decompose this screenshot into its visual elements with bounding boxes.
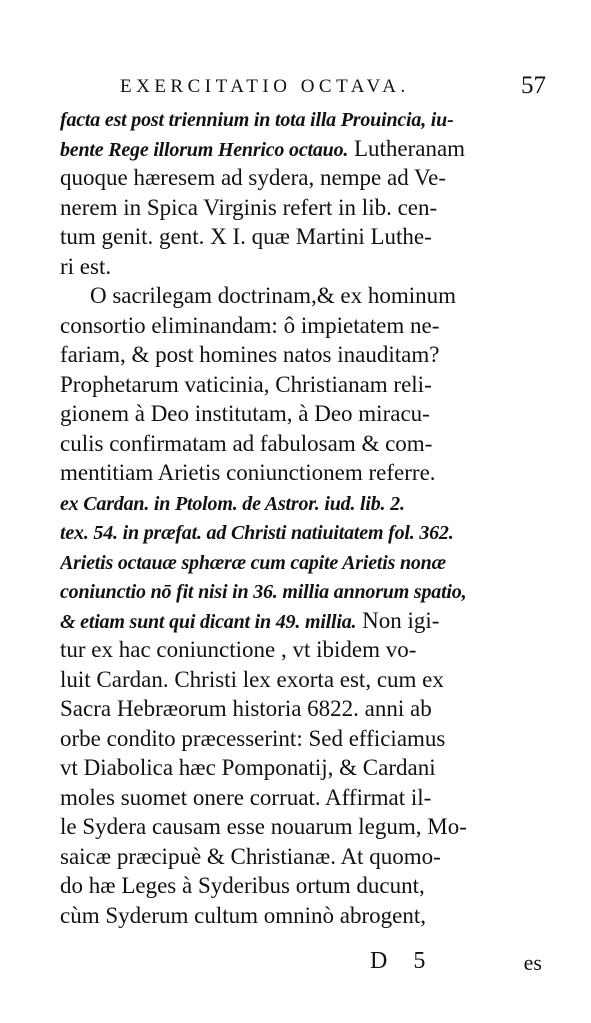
text-segment: orbe condito præcesserint: Sed efficiamus (60, 725, 446, 751)
text-line (60, 635, 546, 665)
text-line (60, 458, 546, 488)
text-line (60, 163, 546, 193)
signature-mark: D 5 (370, 948, 436, 974)
text-segment: gionem à Deo institutam, à Deo miracu- (60, 401, 430, 426)
text-line (60, 753, 546, 783)
running-title: EXERCITATIO OCTAVA. (120, 76, 410, 97)
text-line (60, 724, 546, 754)
text-segment: tum genit. gent. X I. quæ Martini Luthe- (60, 224, 432, 249)
text-line (60, 488, 546, 518)
italic-segment: & etiam sunt qui dicant in 49. millia. (60, 610, 357, 633)
text-line (60, 370, 546, 400)
text-segment: saicæ præcipuè & Christianæ. At quomo- (60, 843, 441, 869)
text-segment: luit Cardan. Christi lex exorta est, cum ex (60, 666, 444, 692)
text-line (60, 311, 546, 341)
text-segment: tur ex hac coniunctione , vt ibidem vo- (60, 637, 417, 662)
text-segment: fariam, & post homines natos inauditam? (60, 342, 440, 367)
text-line (60, 252, 546, 282)
text-line (60, 517, 546, 547)
text-segment: culis confirmatam ad fabulosam & com- (60, 430, 433, 456)
italic-segment: coniunctio nō fit nisi in 36. millia annorum spatio, (60, 581, 467, 603)
text-line (60, 576, 546, 606)
text-segment: Non igi- (356, 607, 440, 633)
text-line (60, 901, 546, 931)
text-line (60, 871, 546, 901)
text-line (60, 399, 546, 429)
text-segment: Prophetarum vaticinia, Christianam reli- (60, 371, 432, 397)
text-segment: quoque hæresem ad sydera, nempe ad Ve- (60, 165, 446, 190)
italic-segment: ex Cardan. in Ptolom. de Astror. iud. lib. 2. (60, 492, 405, 515)
text-line (60, 783, 546, 813)
italic-segment: tex. 54. in præfat. ad Christi natiuitatem fol. 362. (60, 522, 454, 544)
text-line (60, 429, 546, 459)
text-segment: Sacra Hebræorum historia 6822. anni ab (60, 696, 432, 721)
text-segment: vt Diabolica hæc Pomponatij, & Cardani (60, 755, 436, 780)
italic-segment: bente Rege illorum Henrico octauo. (60, 138, 349, 161)
text-line (60, 104, 546, 134)
text-segment: mentitiam Arietis coniunctionem referre. (60, 460, 436, 485)
text-line (60, 281, 546, 311)
page-number: 57 (521, 72, 546, 99)
text-segment: do hæ Leges à Syderibus ortum ducunt, (60, 873, 425, 898)
text-line (60, 694, 546, 724)
body-text (60, 104, 546, 930)
page-footer (60, 948, 546, 980)
text-line (60, 812, 546, 842)
text-line (60, 842, 546, 872)
text-segment: nerem in Spica Virginis refert in lib. cen- (60, 194, 438, 220)
text-line (60, 193, 546, 223)
text-segment: O sacrilegam doctrinam,& ex hominum (90, 283, 456, 308)
text-line (60, 606, 546, 636)
text-segment: consortio eliminandam: ô impietatem ne- (60, 312, 440, 338)
catchword: es (523, 950, 542, 975)
italic-segment: Arietis octauæ sphæræ cum capite Arietis nonæ (60, 551, 446, 574)
text-segment: le Sydera causam esse nouarum legum, Mo- (60, 814, 467, 839)
italic-segment: facta est post triennium in tota illa Prouincia, iu- (60, 109, 454, 131)
text-segment: moles suomet onere corruat. Affirmat il- (60, 784, 432, 810)
text-line (60, 665, 546, 695)
text-line (60, 547, 546, 577)
text-line (60, 340, 546, 370)
text-segment: cùm Syderum cultum omninò abrogent, (60, 902, 427, 928)
page-header (68, 70, 546, 102)
text-segment: ri est. (60, 253, 112, 279)
text-segment: Lutheranam (348, 135, 466, 161)
text-line (60, 134, 546, 164)
text-line (60, 222, 546, 252)
